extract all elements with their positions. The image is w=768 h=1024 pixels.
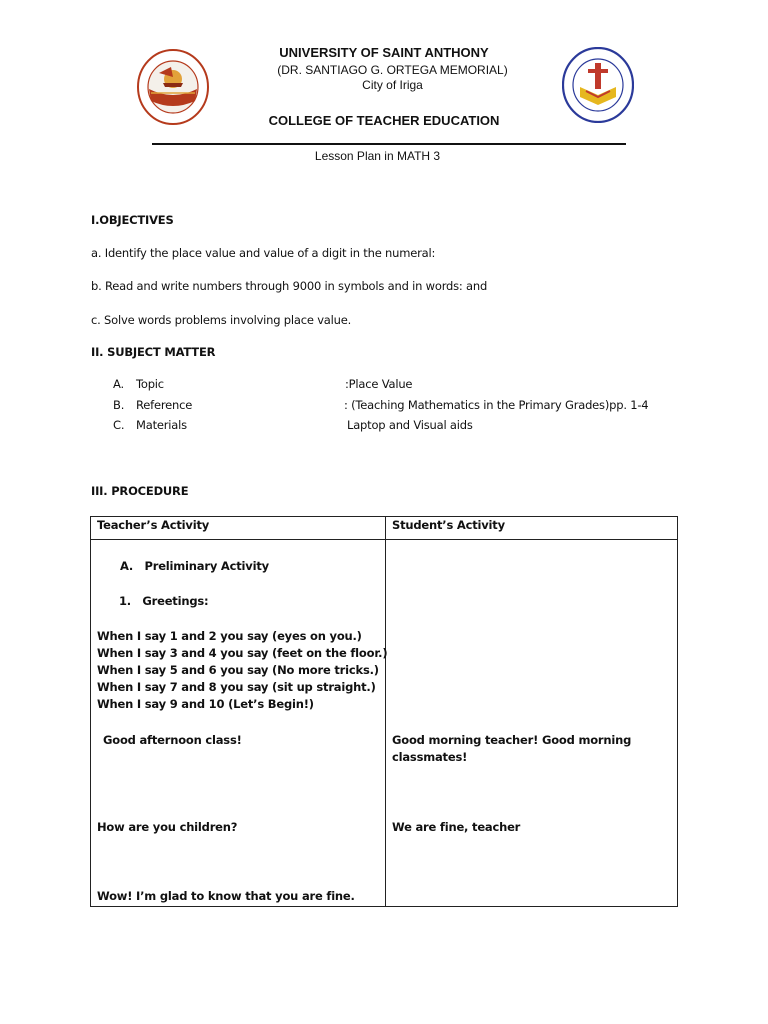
subject-label-topic: Topic [136,377,164,391]
objectives-heading: I.OBJECTIVES [91,213,174,227]
header-divider [152,143,626,145]
good-morning-line-2: classmates! [392,750,468,764]
subject-value-topic: :Place Value [345,377,413,391]
subject-label-materials: Materials [136,418,187,432]
procedure-heading: III. PROCEDURE [91,484,189,498]
fine-line: We are fine, teacher [392,820,521,834]
lesson-title: Lesson Plan in MATH 3 [314,149,441,163]
city-line: City of Iriga [362,78,423,92]
objective-item-a: a. Identify the place value and value of a digit in the numeral: [91,246,436,260]
glad-line: Wow! I’m glad to know that you are fine. [97,889,355,903]
subject-marker-a: A. [113,377,124,391]
table-header-row [91,517,678,540]
teacher-activity-header: Teacher’s Activity [91,517,386,540]
student-activity-cell [386,540,678,907]
student-activity-header: Student’s Activity [386,517,678,540]
subject-marker-b: B. [113,398,125,412]
subject-marker-c: C. [113,418,125,432]
chant-line-5: When I say 9 and 10 (Let’s Begin!) [97,697,314,711]
objective-item-c: c. Solve words problems involving place value. [91,313,352,327]
subject-value-reference: : (Teaching Mathematics in the Primary Grades)pp. 1-4 [344,398,649,412]
how-are-you-line: How are you children? [97,820,238,834]
chant-line-1: When I say 1 and 2 you say (eyes on you.) [97,629,362,643]
teacher-activity-cell [91,540,386,907]
preliminary-activity: A. Preliminary Activity [120,559,269,573]
table-row [91,540,678,907]
subject-matter-heading: II. SUBJECT MATTER [91,345,216,359]
chant-line-4: When I say 7 and 8 you say (sit up straight.) [97,680,376,694]
subject-label-reference: Reference [136,398,193,412]
greetings-item: 1. Greetings: [119,594,209,608]
objective-item-b: b. Read and write numbers through 9000 in symbols and in words: and [91,279,488,293]
procedure-table [90,516,678,907]
university-name: UNIVERSITY OF SAINT ANTHONY [279,45,489,60]
subject-value-materials: Laptop and Visual aids [347,418,473,432]
chant-line-2: When I say 3 and 4 you say (feet on the floor.) [97,646,388,660]
memorial-subtitle: (DR. SANTIAGO G. ORTEGA MEMORIAL) [277,63,508,77]
good-afternoon-line: Good afternoon class! [103,733,242,747]
good-morning-line-1: Good morning teacher! Good morning [392,733,632,747]
chant-line-3: When I say 5 and 6 you say (No more tricks.) [97,663,379,677]
college-name: COLLEGE OF TEACHER EDUCATION [268,113,500,128]
